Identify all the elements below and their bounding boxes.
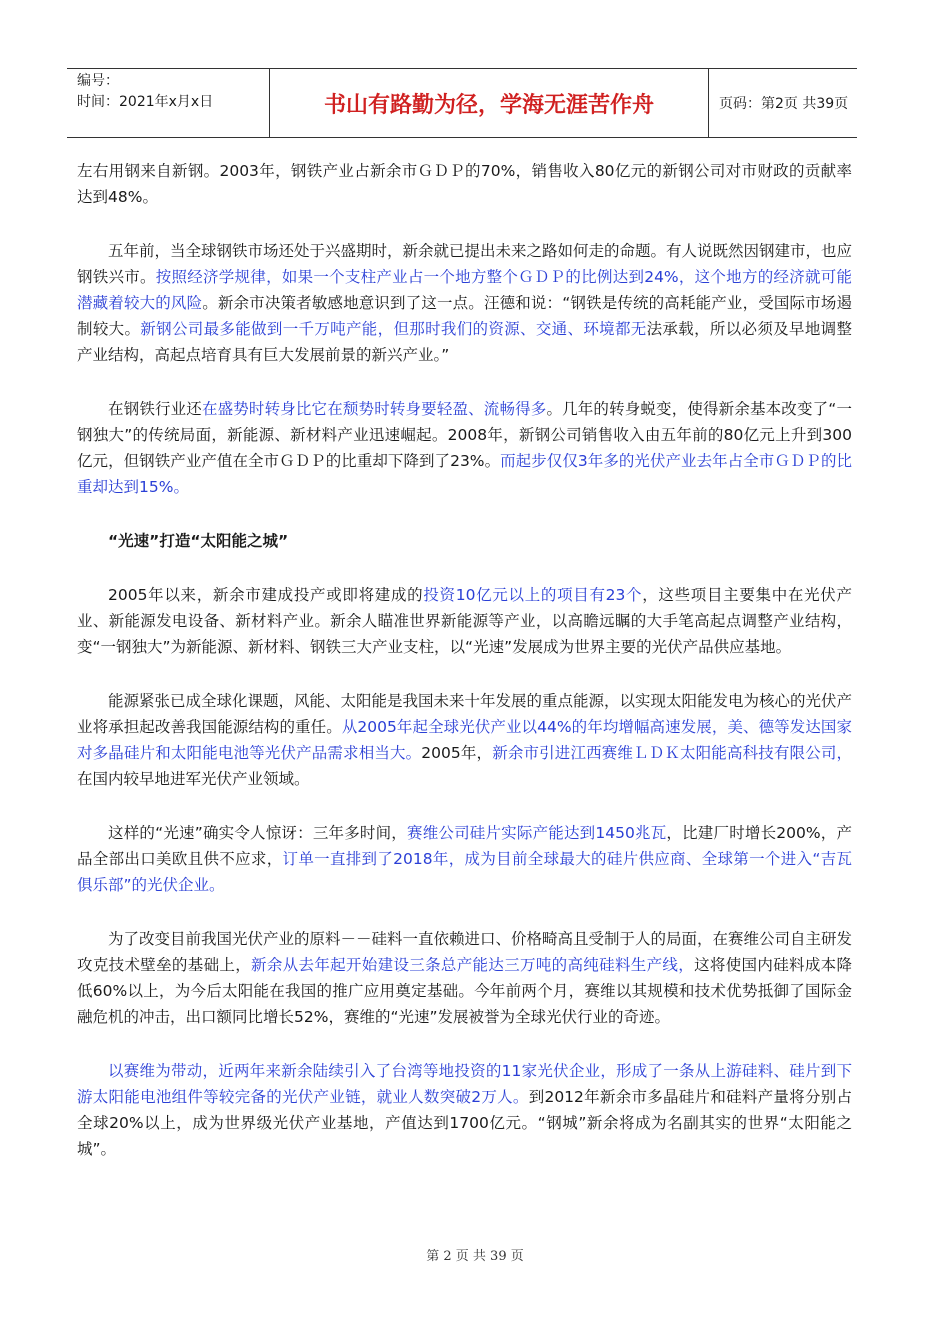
highlighted-text: 而起步仅仅3年多的光伏产业去年占全市ＧＤＰ的比重却达到15%。 xyxy=(77,452,852,496)
header-page-label: 页码：第2页 共39页 xyxy=(719,96,849,112)
paragraph xyxy=(77,396,852,500)
body-text: ，比建厂时增长200%，产品全部出口美欧且供不应求， xyxy=(77,824,852,868)
body-text: 左右用钢来自新钢。2003年，钢铁产业占新余市ＧＤＰ的70%，销售收入80亿元的新钢公司对市财政的贡献率达到48%。 xyxy=(77,162,852,206)
highlighted-text: 新钢公司最多能做到一千万吨产能，但那时我们的资源、交通、环境都无 xyxy=(140,320,647,338)
highlighted-text: 按照经济学规律，如果一个支柱产业占一个地方整个ＧＤＰ的比例达到24%，这个地方的经济就可能潜藏着较大的风险 xyxy=(77,268,852,312)
highlighted-text: 订单一直排到了2018年，成为目前全球最大的硅片供应商、全球第一个进入“吉瓦俱乐部”的光伏企业。 xyxy=(77,850,852,894)
section-heading: “光速”打造“太阳能之城” xyxy=(108,532,289,550)
body-text: 这将使国内硅料成本降低60%以上，为今后太阳能在我国的推广应用奠定基础。今年前两个月，赛维以其规模和技术优势抵御了国际金融危机的冲击，出口额同比增长52%，赛维的“光速”发展被誉为全球光伏行业的奇迹。 xyxy=(77,956,852,1026)
body-text: 能源紧张已成全球化课题，风能、太阳能是我国未来十年发展的重点能源，以实现太阳能发电为核心的光伏产业将承担起改善我国能源结构的重任。 xyxy=(77,692,853,736)
body-text: ，这些项目主要集中在光伏产业、新能源发电设备、新材料产业。新余人瞄准世界新能源等产业，以高瞻远瞩的大手笔高起点调整产业结构，变“一钢独大”为新能源、新材料、钢铁三大产业支柱，以“光速”发展成为世界主要的光伏产品供应基地。 xyxy=(77,586,852,656)
page-footer: 第 2 页 共 39 页 xyxy=(426,1249,524,1264)
header-meta xyxy=(67,69,269,137)
highlighted-text: 在盛势时转身比它在颓势时转身要轻盈、流畅得多 xyxy=(201,400,547,418)
paragraph xyxy=(77,820,852,898)
highlighted-text: 新余市引进江西赛维ＬＤＫ太阳能高科技有限公司， xyxy=(492,744,852,762)
code-label: 编号： xyxy=(77,73,119,89)
highlighted-text: 赛维公司硅片实际产能达到1450兆瓦 xyxy=(407,824,667,842)
paragraph xyxy=(77,582,852,660)
paragraph xyxy=(77,688,852,792)
paragraph xyxy=(77,1058,852,1162)
page-header xyxy=(67,68,857,138)
header-motto: 书山有路勤为径，学海无涯苦作舟 xyxy=(269,69,709,137)
body-text: 到2012年新余市多晶硅片和硅料产量将分别占全球20%以上，成为世界级光伏产业基地，产值达到1700亿元。“钢城”新余将成为名副其实的世界“太阳能之城”。 xyxy=(77,1088,852,1158)
body-text: 2005年， xyxy=(421,744,493,762)
paragraph xyxy=(77,238,852,368)
highlighted-text: 新余从去年起开始建设三条总产能达三万吨的高纯硅料生产线， xyxy=(251,956,695,974)
body-text: 在钢铁行业还 xyxy=(108,400,202,418)
body-text: 在国内较早地进军光伏产业领域。 xyxy=(77,770,310,788)
body-text: 法承载，所以必须及早地调整产业结构，高起点培育具有巨大发展前景的新兴产业。” xyxy=(77,320,852,364)
body-text: 。几年的转身蜕变，使得新余基本改变了“一钢独大”的传统局面，新能源、新材料产业迅速崛起。2008年，新钢公司销售收入由五年前的80亿元上升到300亿元，但钢铁产业产值在全市ＧＤＰ的比重却下降到了23%。 xyxy=(77,400,852,470)
highlighted-text: 从2005年起全球光伏产业以44%的年均增幅高速发展，美、德等发达国家对多晶硅片和太阳能电池等光伏产品需求相当大。 xyxy=(77,718,852,762)
highlighted-text: 投资10亿元以上的项目有23个 xyxy=(423,586,643,604)
body-text: 五年前，当全球钢铁市场还处于兴盛期时，新余就已提出未来之路如何走的命题。有人说既然因钢建市，也应钢铁兴市。 xyxy=(77,242,853,286)
body-text: 2005年以来，新余市建成投产或即将建成的 xyxy=(108,586,424,604)
body-text: 这样的“光速”确实令人惊讶：三年多时间， xyxy=(108,824,407,842)
paragraph xyxy=(77,926,852,1030)
time-label: 时间：2021年x月x日 xyxy=(77,94,214,110)
paragraph xyxy=(77,158,852,210)
body-text: 。新余市决策者敏感地意识到了这一点。汪德和说：“钢铁是传统的高耗能产业，受国际市场遏制较大。 xyxy=(77,294,852,338)
article-body xyxy=(77,158,852,1190)
body-text: 为了改变目前我国光伏产业的原料－－硅料一直依赖进口、价格畸高且受制于人的局面，在赛维公司自主研发攻克技术壁垒的基础上， xyxy=(77,930,853,974)
highlighted-text: 以赛维为带动，近两年来新余陆续引入了台湾等地投资的11家光伏企业，形成了一条从上游硅料、硅片到下游太阳能电池组件等较完备的光伏产业链，就业人数突破2万人。 xyxy=(77,1062,852,1106)
